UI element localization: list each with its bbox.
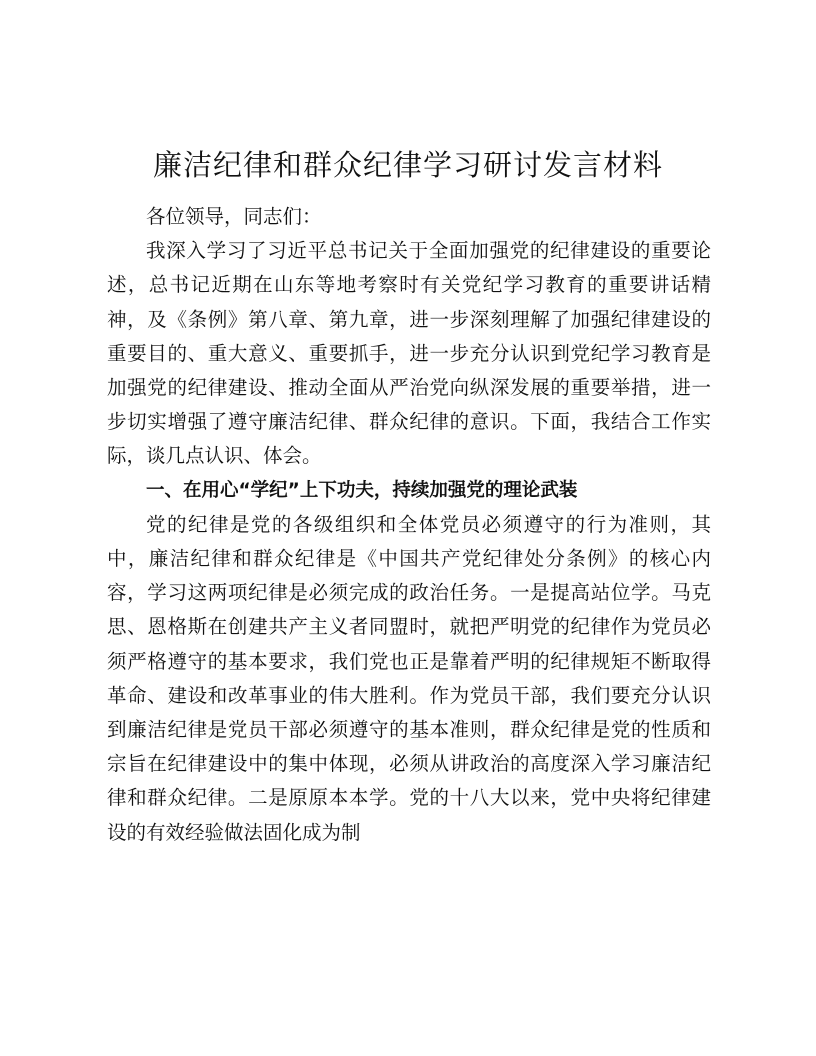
- document-body: [107, 200, 711, 850]
- paragraph-intro: 我深入学习了习近平总书记关于全面加强党的纪律建设的重要论述，总书记近期在山东等地考察时有关党纪学习教育的重要讲话精神，及《条例》第八章、第九章，进一步深刻理解了加强纪律建设的重要目的、重大意义、重要抓手，进一步充分认识到党纪学习教育是加强党的纪律建设、推动全面从严治党向纵深发展的重要举措，进一步切实增强了遵守廉洁纪律、群众纪律的意识。下面，我结合工作实际，谈几点认识、体会。: [107, 239, 711, 468]
- greeting: 各位领导，同志们：: [146, 205, 322, 228]
- paragraph-section-1: 党的纪律是党的各级组织和全体党员必须遵守的行为准则，其中，廉洁纪律和群众纪律是《中国共产党纪律处分条例》的核心内容，学习这两项纪律是必须完成的政治任务。一是提高站位学。马克思、恩格斯在创建共产主义者同盟时，就把严明党的纪律作为党员必须严格遵守的基本要求，我们党也正是靠着严明的纪律规矩不断取得革命、建设和改革事业的伟大胜利。作为党员干部，我们要充分认识到廉洁纪律是党员干部必须遵守的基本准则，群众纪律是党的性质和宗旨在纪律建设中的集中体现，必须从讲政治的高度深入学习廉洁纪律和群众纪律。二是原原本本学。党的十八大以来，党中央将纪律建设的有效经验做法固化成为制: [107, 512, 711, 844]
- section-heading-1: 一、在用心“学纪”上下功夫，持续加强党的理论武装: [146, 479, 578, 501]
- document-title: 廉洁纪律和群众纪律学习研讨发言材料: [152, 148, 663, 182]
